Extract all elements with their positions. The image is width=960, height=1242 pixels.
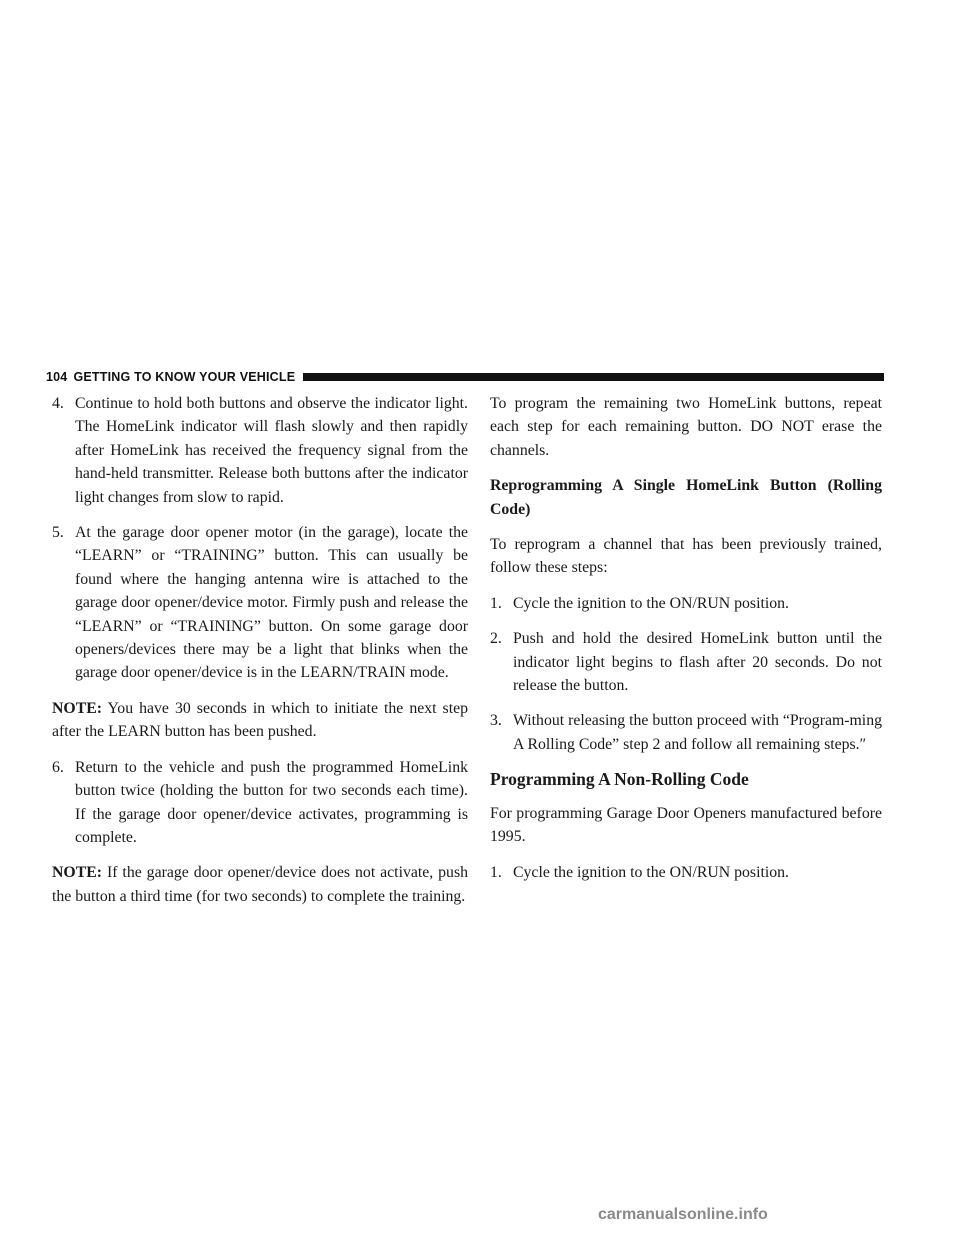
left-column — [52, 392, 468, 920]
list-item: 2. Push and hold the desired HomeLink button until the indicator light begins to flash after 20 seconds. Do not release the button. — [490, 630, 882, 695]
list-item: 6. Return to the vehicle and push the programmed HomeLink button twice (holding the button for two seconds each time). If the garage door opener/device activates, programming is complete. — [52, 758, 468, 846]
page-header — [46, 368, 884, 386]
list-item: 5. At the garage door opener motor (in the garage), locate the “LEARN” or “TRAINING” button. This can usually be found where the hanging antenna wire is attached to the garage door opener/device motor. Firmly push and release the “LEARN” or “TRAINING” button. On some garage door openers/devices there may be a light that blinks when the garage door opener/device is in the LEARN/TRAIN mode. — [52, 524, 468, 682]
watermark: carmanualsonline.info — [598, 1206, 768, 1223]
subsection-intro: To reprogram a channel that has been previously trained, follow these steps: — [490, 536, 882, 577]
note-paragraph: NOTE: You have 30 seconds in which to initiate the next step after the LEARN button has been pushed. — [52, 699, 468, 741]
section-title: GETTING TO KNOW YOUR VEHICLE — [73, 370, 296, 384]
intro-paragraph: To program the remaining two HomeLink buttons, repeat each step for each remaining button. DO NOT erase the channels. — [490, 395, 882, 459]
subsection-heading: Reprogramming A Single HomeLink Button (Rolling Code) — [490, 477, 882, 518]
section-heading: Programming A Non-Rolling Code — [490, 769, 749, 790]
page-number: 104 — [46, 370, 68, 384]
right-column — [490, 392, 882, 896]
section-intro: For programming Garage Door Openers manufactured before 1995. — [490, 804, 882, 846]
note-paragraph: NOTE: If the garage door opener/device does not activate, push the button a third time (for two seconds) to complete the training. — [52, 864, 468, 905]
header-rule — [303, 373, 884, 381]
list-item: 1. Cycle the ignition to the ON/RUN position. — [490, 594, 789, 612]
list-item: 1. Cycle the ignition to the ON/RUN position. — [490, 863, 789, 881]
list-item: 3. Without releasing the button proceed with “Program-ming A Rolling Code” step 2 and follow all remaining steps.″ — [490, 712, 882, 753]
list-item: 4. Continue to hold both buttons and observe the indicator light. The HomeLink indicator will flash slowly and then rapidly after HomeLink has received the frequency signal from the hand-held transmitter. Release both buttons after the indicator light changes from slow to rapid. — [52, 395, 468, 506]
